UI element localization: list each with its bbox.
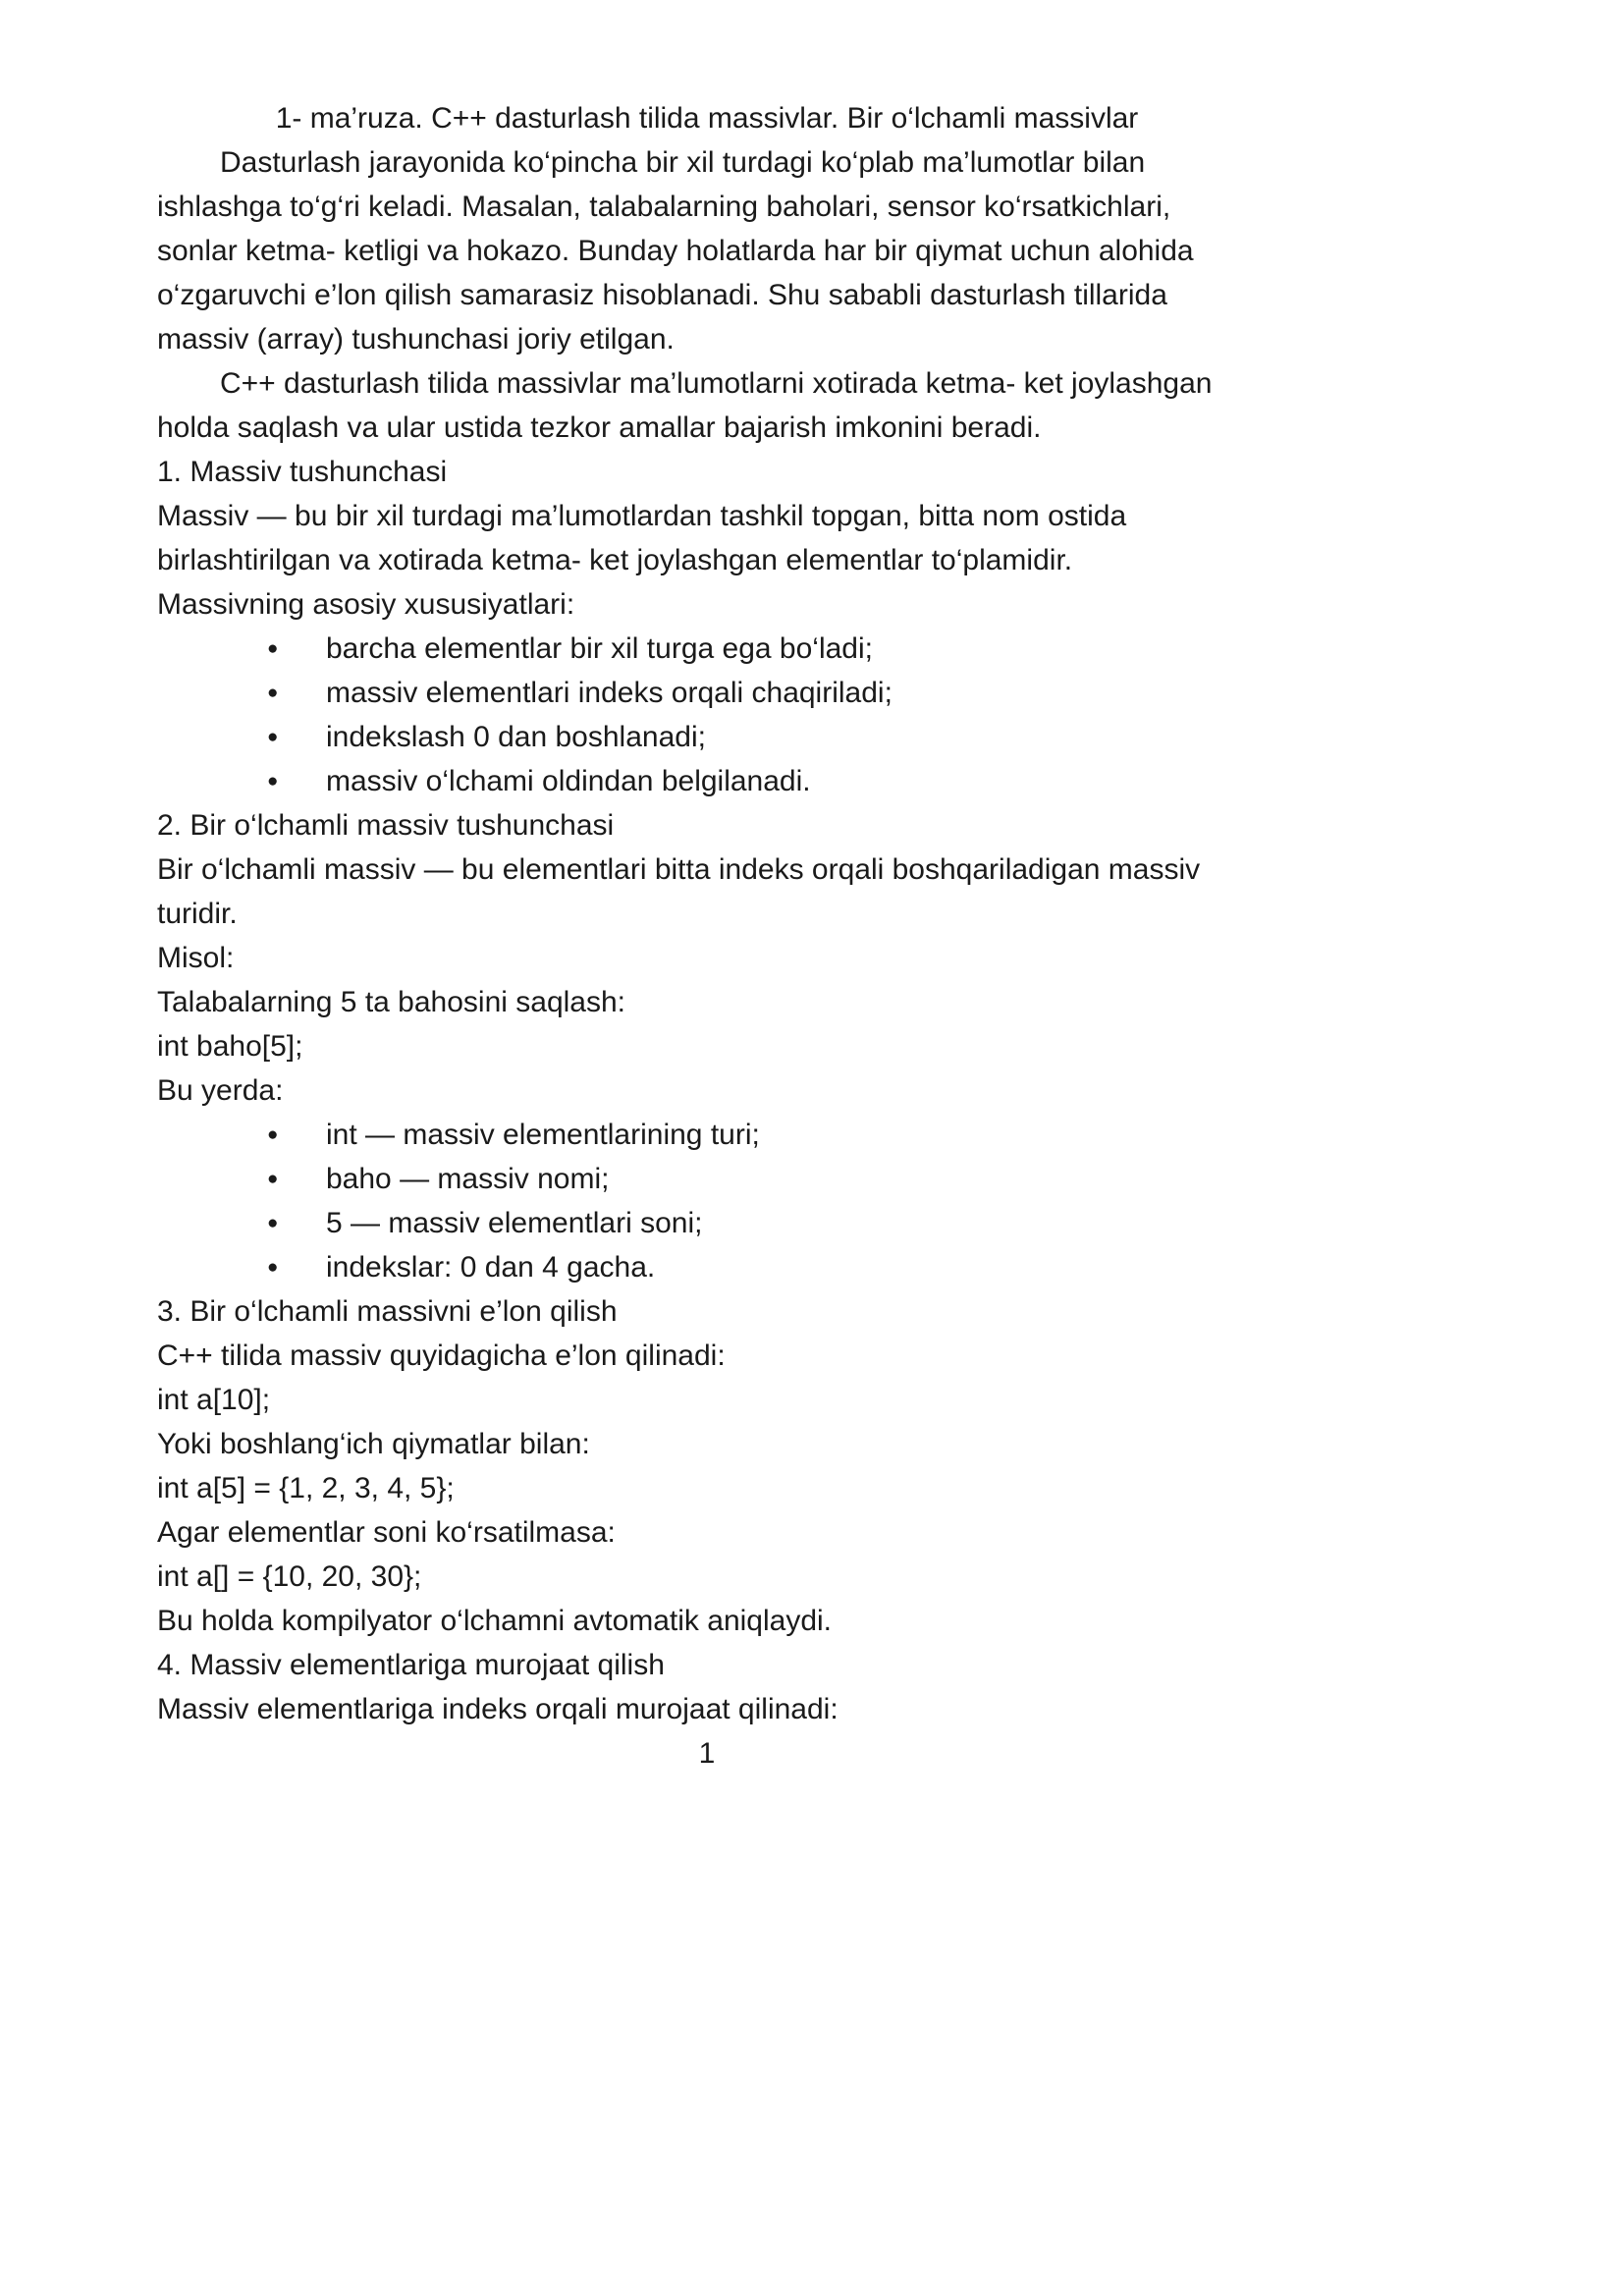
page-number: 1 [698, 1737, 716, 1770]
section2-heading: 2. Bir o‘lchamli massiv tushunchasi [157, 809, 615, 842]
intro-paragraph-1: Dasturlash jarayonida ko‘pincha bir xil turdagi ko‘plab ma’lumotlar bilan ishlashga to‘g‘ri keladi. Masalan, talabalarning baholari, sensor ko‘rsatkichlari, sonlar ketma- ketligi va hokazo. Bunday holatlarda har bir qiymat uchun alohida o‘zgaruvchi e’lon qilish samarasiz hisoblanadi. Shu sababli dasturlash tillarida massiv (array) tushunchasi joriy etilgan. [157, 146, 1194, 355]
section2-list-intro: Bu yerda: [157, 1074, 284, 1107]
section2-example-desc: Talabalarning 5 ta bahosini saqlash: [157, 986, 625, 1018]
section2-example-label: Misol: [157, 942, 235, 974]
section2-definition: Bir o‘lchamli massiv — bu elementlari bitta indeks orqali boshqariladigan massiv turidir. [157, 853, 1201, 930]
section1-list-intro: Massivning asosiy xususiyatlari: [157, 588, 575, 621]
section3-code-3: int a[] = {10, 20, 30}; [157, 1560, 422, 1593]
section3-line-2: Yoki boshlang‘ich qiymatlar bilan: [157, 1428, 590, 1460]
bullet-item: ● indekslash 0 dan boshlanadi; [157, 715, 1257, 759]
document-title: 1- ma’ruza. C++ dasturlash tilida massivlar. Bir o‘lchamli massivlar [275, 102, 1139, 135]
bullet-item: ● int — massiv elementlarining turi; [157, 1113, 1257, 1157]
bullet-item: ● baho — massiv nomi; [157, 1157, 1257, 1201]
section4-heading: 4. Massiv elementlariga murojaat qilish [157, 1649, 665, 1681]
section1-heading: 1. Massiv tushunchasi [157, 456, 448, 488]
bullet-item: ● massiv elementlari indeks orqali chaqiriladi; [157, 671, 1257, 715]
bullet-item: ● indekslar: 0 dan 4 gacha. [157, 1245, 1257, 1289]
section2-example-code: int baho[5]; [157, 1030, 303, 1063]
bullet-item: ● barcha elementlar bir xil turga ega bo‘ladi; [157, 627, 1257, 671]
section4-line-1: Massiv elementlariga indeks orqali murojaat qilinadi: [157, 1693, 839, 1725]
section2-bullet-list [157, 1113, 1257, 1289]
section3-line-4: Bu holda kompilyator o‘lchamni avtomatik aniqlaydi. [157, 1605, 833, 1637]
document-content [157, 96, 1257, 1731]
section3-code-2: int a[5] = {1, 2, 3, 4, 5}; [157, 1472, 455, 1504]
intro-paragraph-2: C++ dasturlash tilida massivlar ma’lumotlarni xotirada ketma- ket joylashgan holda saqlash va ular ustida tezkor amallar bajarish imkonini beradi. [157, 367, 1213, 444]
bullet-item: ● massiv o‘lchami oldindan belgilanadi. [157, 759, 1257, 803]
section3-line-1: C++ tilida massiv quyidagicha e’lon qilinadi: [157, 1339, 726, 1372]
bullet-item: ● 5 — massiv elementlari soni; [157, 1201, 1257, 1245]
section1-bullet-list [157, 627, 1257, 803]
page-footer [157, 1731, 1257, 1776]
section3-code-1: int a[10]; [157, 1384, 271, 1416]
section3-heading: 3. Bir o‘lchamli massivni e’lon qilish [157, 1295, 618, 1328]
section1-definition: Massiv — bu bir xil turdagi ma’lumotlardan tashkil topgan, bitta nom ostida birlashtirilgan va xotirada ketma- ket joylashgan elementlar to‘plamidir. [157, 500, 1127, 576]
section3-line-3: Agar elementlar soni ko‘rsatilmasa: [157, 1516, 616, 1549]
